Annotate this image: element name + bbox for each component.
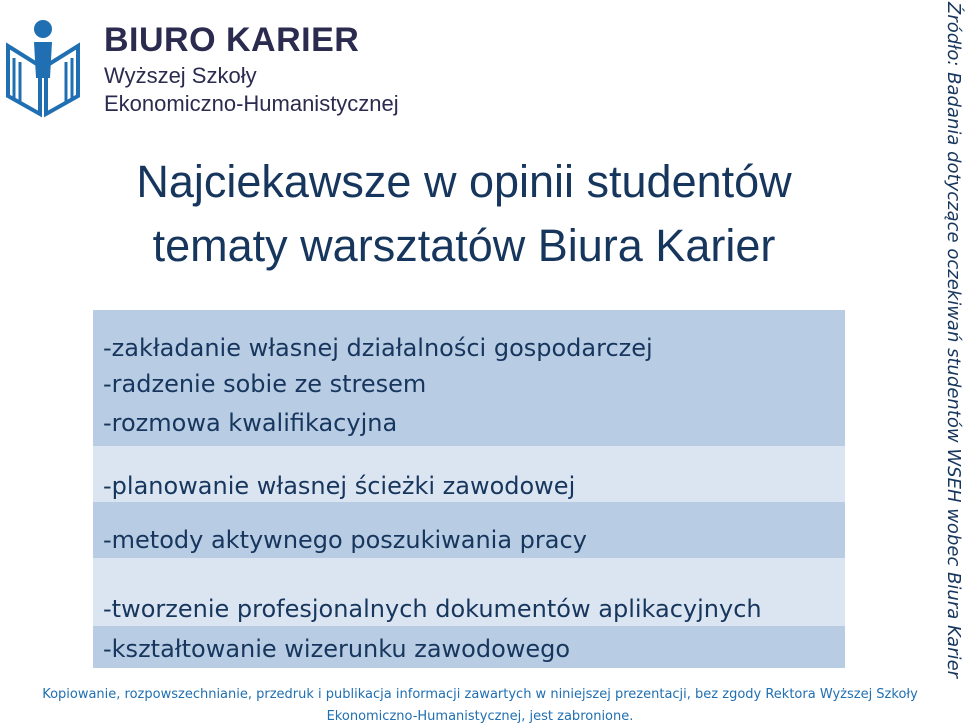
source-note: Źródło: Badania dotyczące oczekiwań studentów WSEH wobec Biura Karier [943, 2, 964, 679]
page-title [84, 150, 844, 278]
topic-text: -metody aktywnego poszukiwania pracy [103, 526, 587, 554]
topic-row [93, 446, 845, 502]
topic-text: -zakładanie własnej działalności gospodarczej [103, 334, 653, 362]
topic-text: -rozmowa kwalifikacyjna [103, 409, 398, 437]
footer-line-1: Kopiowanie, rozpowszechnianie, przedruk i publikacja informacji zawartych w niniejszej prezentacji, bez zgody Rektora Wyższej Szkoły [42, 687, 918, 702]
copyright-footer [0, 684, 960, 728]
topic-row [93, 406, 845, 446]
topic-text: -planowanie własnej ścieżki zawodowej [103, 472, 576, 500]
brand-name [104, 22, 399, 118]
footer-line-2: Ekonomiczno-Humanistycznej, jest zabronione. [326, 709, 634, 724]
title-line-1: Najciekawsze w opinii studentów [136, 156, 792, 207]
topic-row [93, 364, 845, 406]
brand-line-3: Ekonomiczno-Humanistycznej [104, 91, 399, 116]
topic-text: -kształtowanie wizerunku zawodowego [103, 635, 571, 663]
topic-text: -radzenie sobie ze stresem [103, 370, 427, 398]
brand-line-2: Wyższej Szkoły [104, 63, 257, 88]
topic-row [93, 626, 845, 668]
topic-text: -tworzenie profesjonalnych dokumentów aplikacyjnych [103, 595, 762, 623]
book-person-icon [4, 18, 82, 118]
topic-row [93, 558, 845, 626]
topic-row [93, 502, 845, 558]
brand-line-1: BIURO KARIER [104, 21, 360, 59]
title-line-2: tematy warsztatów Biura Karier [152, 220, 776, 271]
topic-row [93, 310, 845, 364]
